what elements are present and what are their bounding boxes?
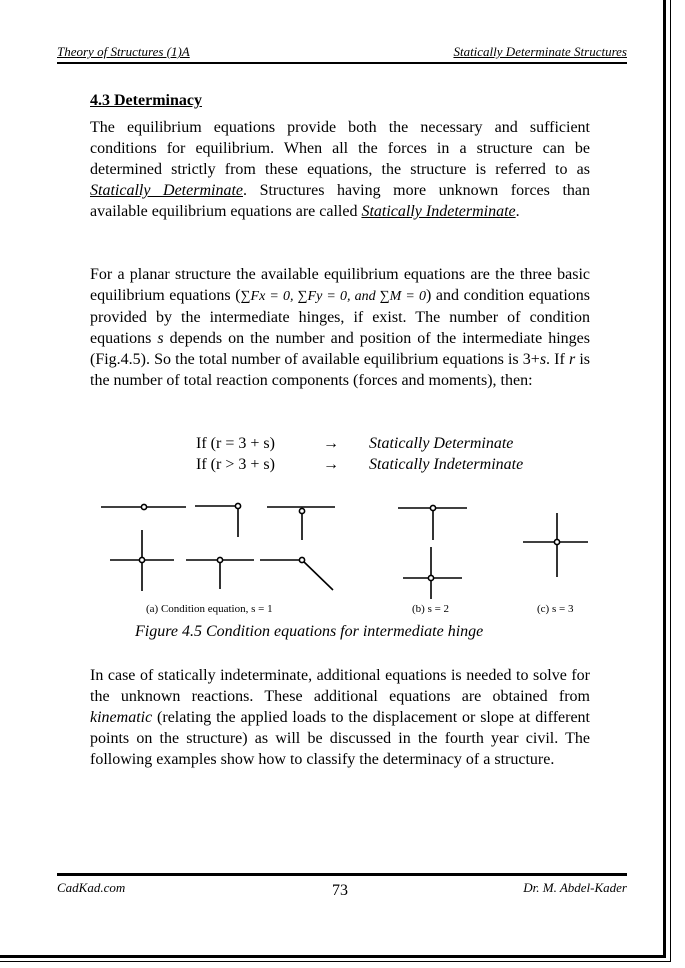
term-statically-indeterminate: Statically Indeterminate [361,203,516,220]
subcaption-a: (a) Condition equation, s = 1 [146,603,273,615]
condition-result: Statically Determinate [369,435,514,452]
var-r: r [568,351,576,368]
condition-result: Statically Indeterminate [369,456,524,473]
hinge-diagram-a6 [260,557,333,590]
term-statically-determinate: Statically Determinate [90,182,243,199]
para3-text-a: In case of statically indeterminate, additional equations is needed to solve for the unknown reactions. These additional equations are obtained from [90,667,590,705]
para2-text-b: ) and condition equations provided by the intermediate hinges, if exist. The number of condition equations [90,287,590,347]
footer-author: Dr. M. Abdel-Kader [523,880,627,895]
para1-text-b: . Structures having more unknown forces than available equilibrium equations are called [90,182,591,220]
footer-site: CadKad.com [57,880,126,895]
subcaption-c: (c) s = 3 [537,603,574,615]
term-kinematic: kinematic [90,709,153,726]
hinge-diagram-a3 [267,507,335,540]
condition-expression: If (r = 3 + s) [196,435,275,452]
page-number: 73 [332,882,348,899]
para2-text-e: is the number of total reaction components (forces and moments), then: [90,351,591,389]
hinge-diagram-c [523,513,588,577]
equilibrium-equations: ∑Fx = 0, ∑Fy = 0, and ∑M = 0 [240,289,426,304]
para1-text-a: The equilibrium equations provide both the necessary and sufficient conditions for equilibrium. When all the forces in a structure can be determined strictly from these equations, the structure is referred to as [90,119,590,178]
paragraph-indeterminate [90,665,590,770]
var-s: s [157,330,164,347]
figure-caption: Figure 4.5 Condition equations for intermediate hinge [135,623,484,640]
subcaption-b: (b) s = 2 [412,603,450,615]
para2-text-c: depends on the number and position of the intermediate hinges (Fig.4.5). So the total number of available equilibrium equations is 3+ [90,330,591,368]
hinge-diagram-a2 [195,503,241,537]
arrow-icon: → [323,456,339,473]
para2-text-a: For a planar structure the available equilibrium equations are the three basic equilibrium equations ( [90,266,590,304]
para3-text-b: (relating the applied loads to the displacement or slope at different points on the structure) as will be discussed in the fourth year civil. The following examples show how to classify the determinacy of a structure. [90,709,590,768]
para2-text-d: . If [546,351,569,368]
para1-text-c: . [515,203,520,220]
hinge-diagram-a5 [186,557,254,589]
hinge-diagram-b [398,505,467,599]
footer-rule [57,873,627,876]
header-chapter-title: Statically Determinate Structures [453,44,627,59]
arrow-icon: → [323,435,339,452]
condition-expression: If (r > 3 + s) [196,456,275,473]
var-s-2: s [539,351,547,368]
section-heading: 4.3 Determinacy [90,92,202,109]
hinge-diagram-a1 [101,504,186,509]
header-course-title: Theory of Structures (1)A [57,44,190,59]
hinge-diagram-a4 [110,530,174,591]
